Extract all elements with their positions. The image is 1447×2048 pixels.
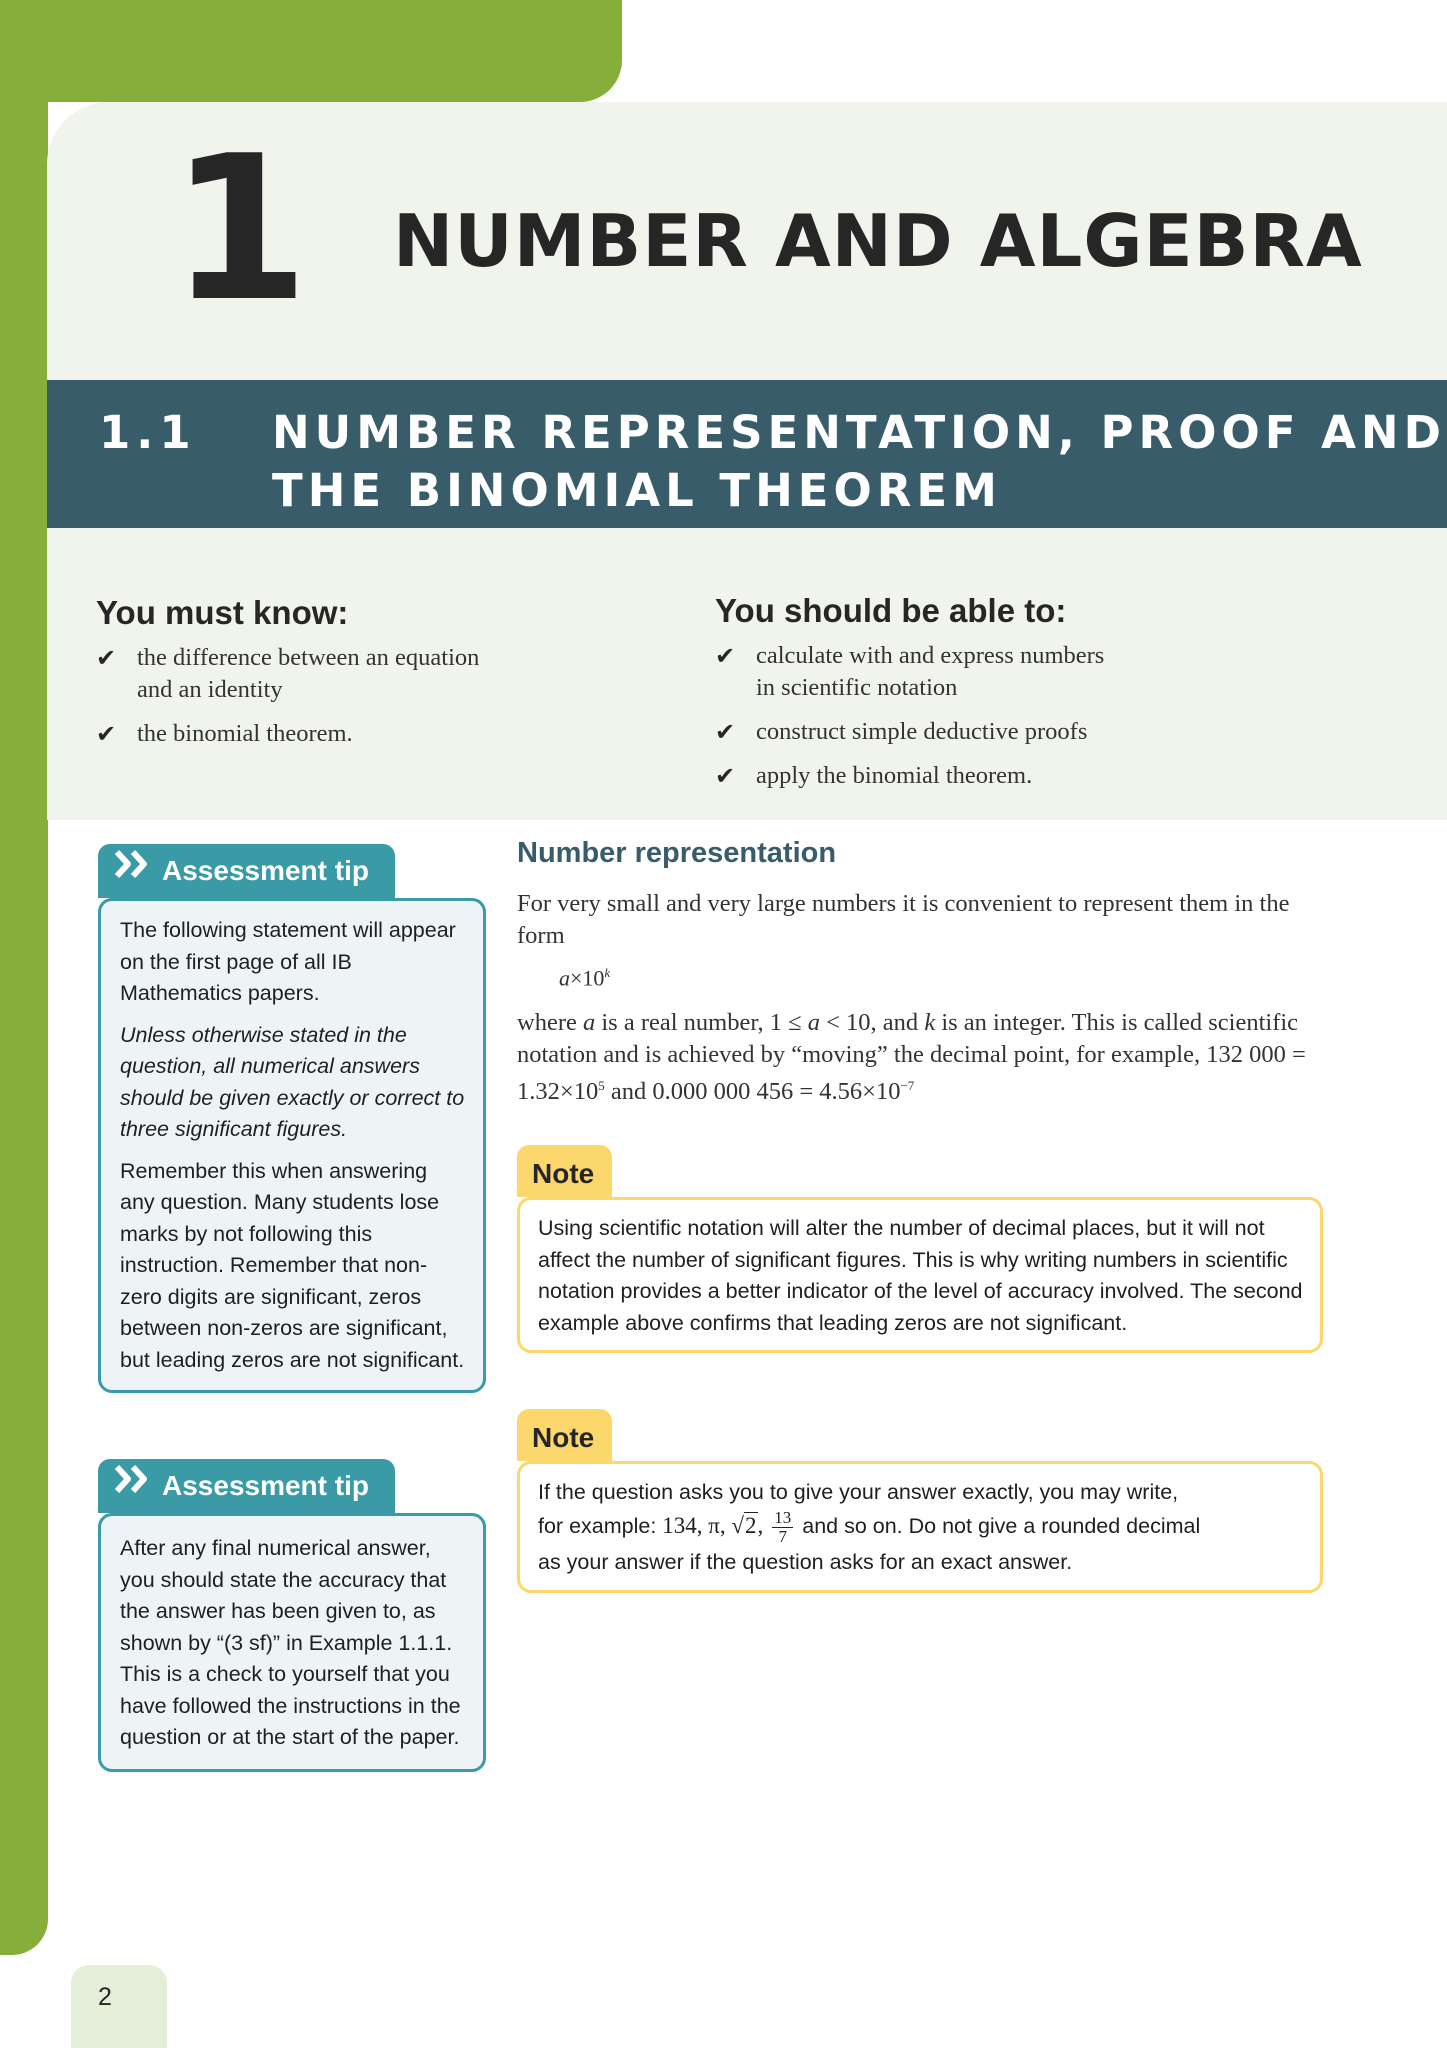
able-to-item: ✔ construct simple deductive proofs — [715, 718, 1088, 746]
intro-paragraph: For very small and very large numbers it is convenient to represent them in the form — [517, 890, 1290, 949]
chapter-number: 1 — [170, 113, 304, 346]
page-number-box — [71, 1965, 167, 2048]
assessment-tip-body: After any final numerical answer, you should state the accuracy that the answer has been given to, as shown by “(3 sf)” in Example 1.1.1. This is a check to yourself that you have followed the instructions in the question or at the start of the paper. — [98, 1513, 486, 1772]
section-title-line1: NUMBER REPRESENTATION, PROOF AND — [272, 406, 1446, 459]
note-tab: Note — [517, 1409, 612, 1461]
note-body: If the question asks you to give your answer exactly, you may write, for example: 134, π, √2, $\frac{13}{7}$ and so on. Do not give a rounded decimal as your answer if the question asks for an exact answer. — [517, 1461, 1323, 1593]
chapter-title: NUMBER AND ALGEBRA — [393, 199, 1363, 283]
fraction: $\frac{13}{7}$ — [774, 1508, 792, 1546]
page-number: 2 — [98, 1983, 112, 2011]
main-content — [517, 834, 1337, 1108]
assessment-tip-tab — [98, 844, 395, 898]
check-icon: ✔ — [715, 718, 736, 746]
able-to-column — [715, 590, 1104, 804]
green-corner-tab — [0, 0, 622, 102]
number-representation-heading: Number representation — [517, 837, 837, 869]
note-tab: Note — [517, 1145, 612, 1197]
assessment-tip-label: Assessment tip — [162, 855, 369, 886]
check-icon: ✔ — [96, 644, 117, 672]
objectives-panel — [47, 528, 1447, 820]
assessment-tip-label: Assessment tip — [162, 1470, 369, 1501]
section-number: 1.1 — [99, 406, 197, 459]
must-know-heading: You must know: — [96, 594, 349, 631]
assessment-tip-tab — [98, 1459, 395, 1513]
double-chevron-right-icon — [114, 1458, 154, 1512]
able-to-heading: You should be able to: — [715, 592, 1067, 629]
able-to-list — [715, 640, 1104, 792]
scientific-notation-formula: $a\times 10^k$ — [559, 965, 611, 991]
assessment-tip-1 — [98, 844, 486, 1393]
must-know-list — [96, 642, 479, 750]
check-icon: ✔ — [96, 720, 117, 748]
section-title-line2: THE BINOMIAL THEOREM — [272, 464, 1002, 517]
note-box-1 — [517, 1145, 1323, 1353]
check-icon: ✔ — [715, 762, 736, 790]
note-body: Using scientific notation will alter the number of decimal places, but it will not affect the number of significant figures. This is why writing numbers in scientific notation provides a better indicator of the level of accuracy involved. The second example above confirms that leading zeros are not significant. — [517, 1197, 1323, 1353]
note-box-2 — [517, 1409, 1323, 1593]
able-to-item: ✔ calculate with and express numbers in scientific notation — [715, 642, 1105, 701]
assessment-tip-body: The following statement will appear on the first page of all IB Mathematics papers. Unless otherwise stated in the question, all numerical answers should be given exactly or correct to three significant figures. Remember this when answering any question. Many students lose marks by not following this instruction. Remember that non-zero digits are significant, zeros between non-zeros are significant, but leading zeros are not significant. — [98, 898, 486, 1393]
green-side-bar — [0, 0, 48, 1955]
double-chevron-right-icon — [114, 843, 154, 897]
must-know-item: ✔ the difference between an equation and an identity — [96, 644, 480, 703]
section-banner — [47, 380, 1447, 528]
section-title — [272, 404, 1446, 520]
must-know-column — [96, 590, 479, 762]
assessment-tip-2 — [98, 1459, 486, 1772]
able-to-item: ✔ apply the binomial theorem. — [715, 762, 1033, 790]
must-know-item: ✔ the binomial theorem. — [96, 720, 353, 748]
check-icon: ✔ — [715, 642, 736, 670]
scientific-notation-paragraph: where a is a real number, 1 ≤ a < 10, and k is an integer. This is called scientific notation and is achieved by “moving” the decimal point, for example, 132 $000 = 1.32\times 10^5$ and 0.000 000 $456 = 4.56\times 10^{-7}$ — [517, 1009, 1306, 1106]
